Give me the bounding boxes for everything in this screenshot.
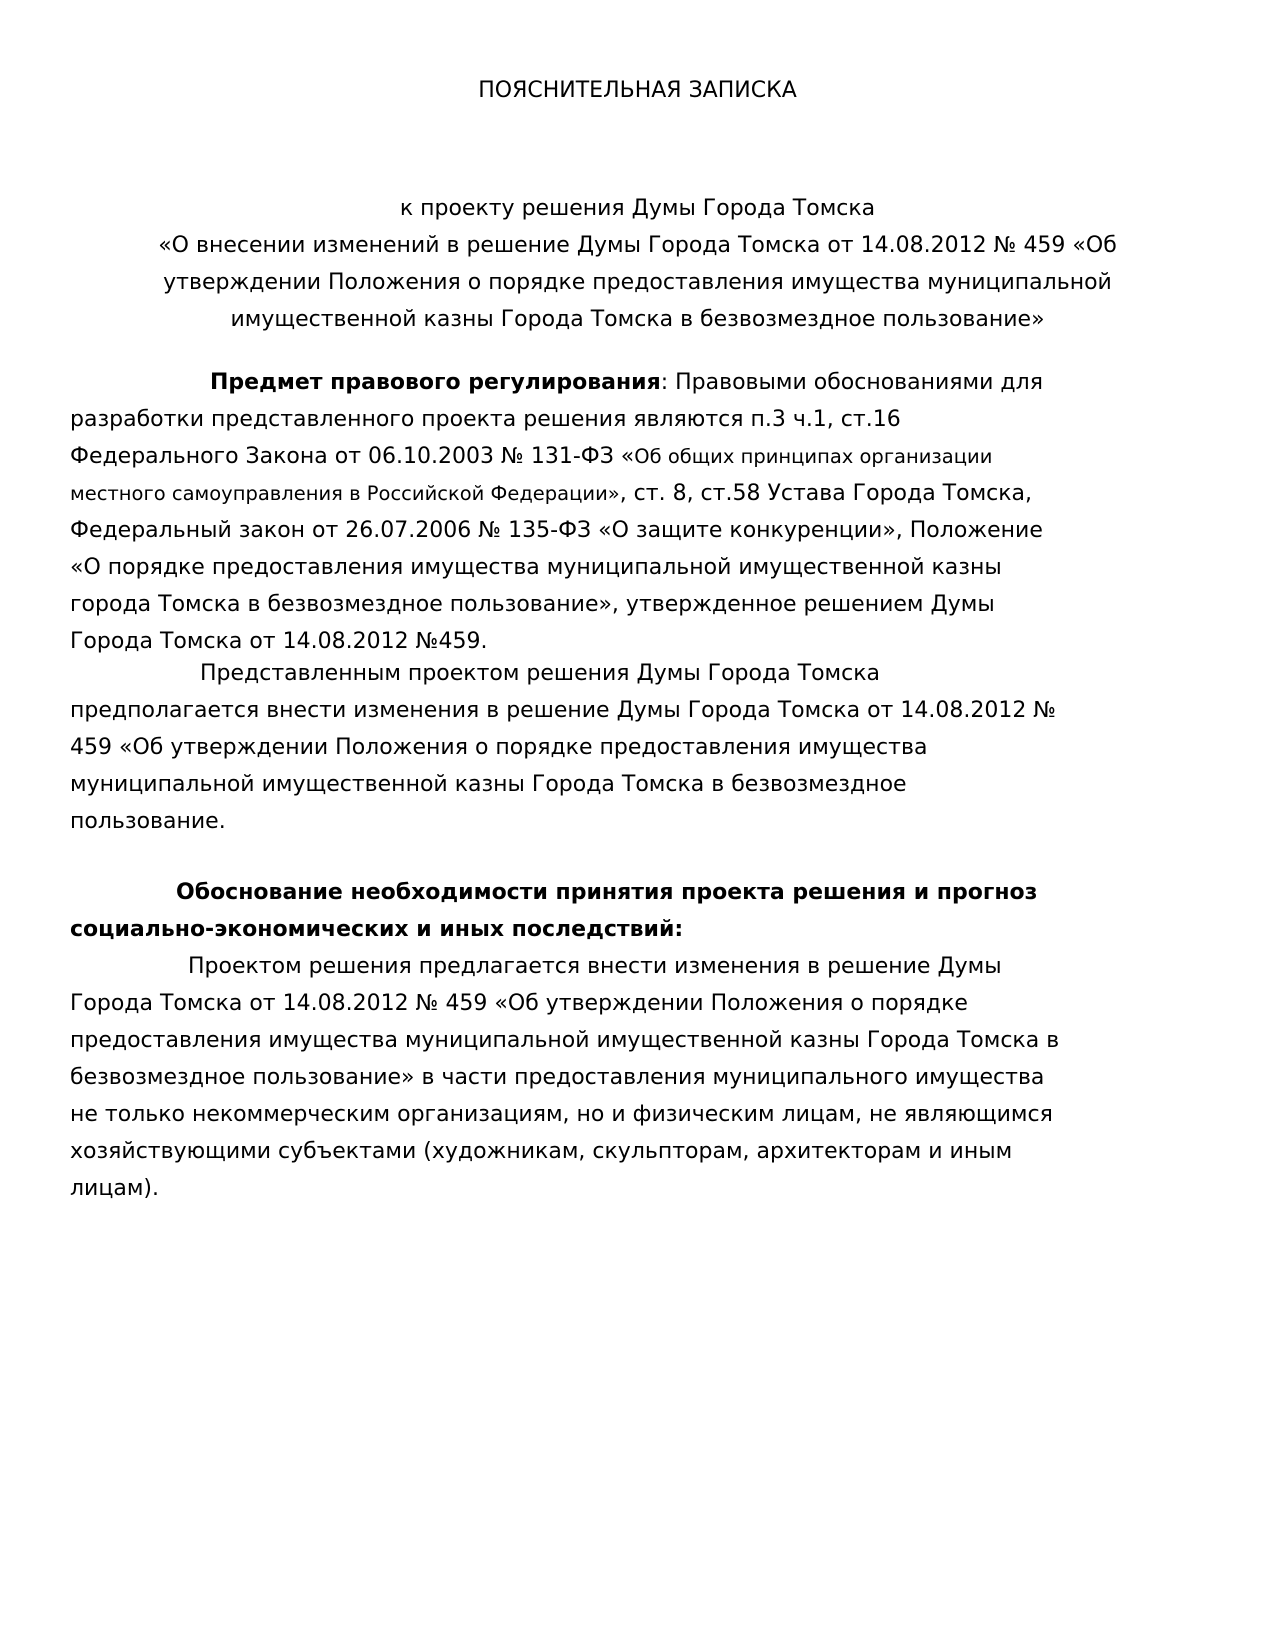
subtitle-line: имущественной казны Города Томска в безвозмездное пользование»: [230, 307, 1045, 332]
paragraph-line: Представленным проектом решения Думы Города Томска: [200, 661, 881, 686]
paragraph-line: не только некоммерческим организациям, но и физическим лицам, не являющимся: [70, 1102, 1053, 1127]
paragraph-line: хозяйствующими субъектами (художникам, скульпторам, архитекторам и иным: [70, 1139, 1013, 1164]
paragraph-line: 459 «Об утверждении Положения о порядке предоставления имущества: [70, 735, 928, 760]
document-title: ПОЯСНИТЕЛЬНАЯ ЗАПИСКА: [478, 78, 797, 103]
paragraph-line: Города Томска от 14.08.2012 №459.: [70, 629, 488, 654]
subtitle-line: к проекту решения Думы Города Томска: [399, 196, 876, 221]
justification-paragraph: [70, 874, 1210, 1207]
subtitle-line: «О внесении изменений в решение Думы Города Томска от 14.08.2012 № 459 «Об: [158, 233, 1117, 258]
paragraph-line: безвозмездное пользование» в части предоставления муниципального имущества: [70, 1065, 1045, 1090]
paragraph-line: Проектом решения предлагается внести изменения в решение Думы: [188, 954, 1002, 979]
subtitle-line: утверждении Положения о порядке предоставления имущества муниципальной: [163, 270, 1112, 295]
text-fragment: местного самоуправления в Российской Федерации»: [70, 482, 620, 505]
paragraph-line: разработки представленного проекта решения являются п.3 ч.1, ст.16: [70, 407, 901, 432]
text-fragment: Федерального Закона от 06.10.2003 № 131-ФЗ «: [70, 444, 635, 469]
text-fragment: : Правовыми обоснованиями для: [660, 370, 1043, 395]
justification-heading: социально-экономических и иных последствий:: [70, 917, 684, 942]
paragraph-line: [70, 364, 1210, 401]
document-subtitle: [70, 190, 1205, 338]
paragraph-line: муниципальной имущественной казны Города Томска в безвозмездное: [70, 772, 907, 797]
legal-basis-heading: Предмет правового регулирования: [210, 370, 661, 395]
paragraph-line: Федеральный закон от 26.07.2006 № 135-ФЗ «О защите конкуренции», Положение: [70, 518, 1043, 543]
proposal-paragraph: [70, 655, 1210, 840]
paragraph-line: [70, 438, 1210, 475]
legal-basis-paragraph: [70, 364, 1210, 660]
paragraph-line: предоставления имущества муниципальной имущественной казны Города Томска в: [70, 1028, 1060, 1053]
paragraph-line: «О порядке предоставления имущества муниципальной имущественной казны: [70, 555, 1002, 580]
paragraph-line: [70, 475, 1210, 512]
paragraph-line: Города Томска от 14.08.2012 № 459 «Об утверждении Положения о порядке: [70, 991, 968, 1016]
text-fragment: , ст. 8, ст.58 Устава Города Томска,: [619, 481, 1033, 506]
paragraph-line: лицам).: [70, 1176, 159, 1201]
justification-heading: Обоснование необходимости принятия проекта решения и прогноз: [176, 880, 1038, 905]
text-fragment: Об общих принципах организации: [634, 445, 993, 468]
paragraph-line: пользование.: [70, 809, 226, 834]
paragraph-line: города Томска в безвозмездное пользование», утвержденное решением Думы: [70, 592, 995, 617]
paragraph-line: предполагается внести изменения в решение Думы Города Томска от 14.08.2012 №: [70, 698, 1057, 723]
